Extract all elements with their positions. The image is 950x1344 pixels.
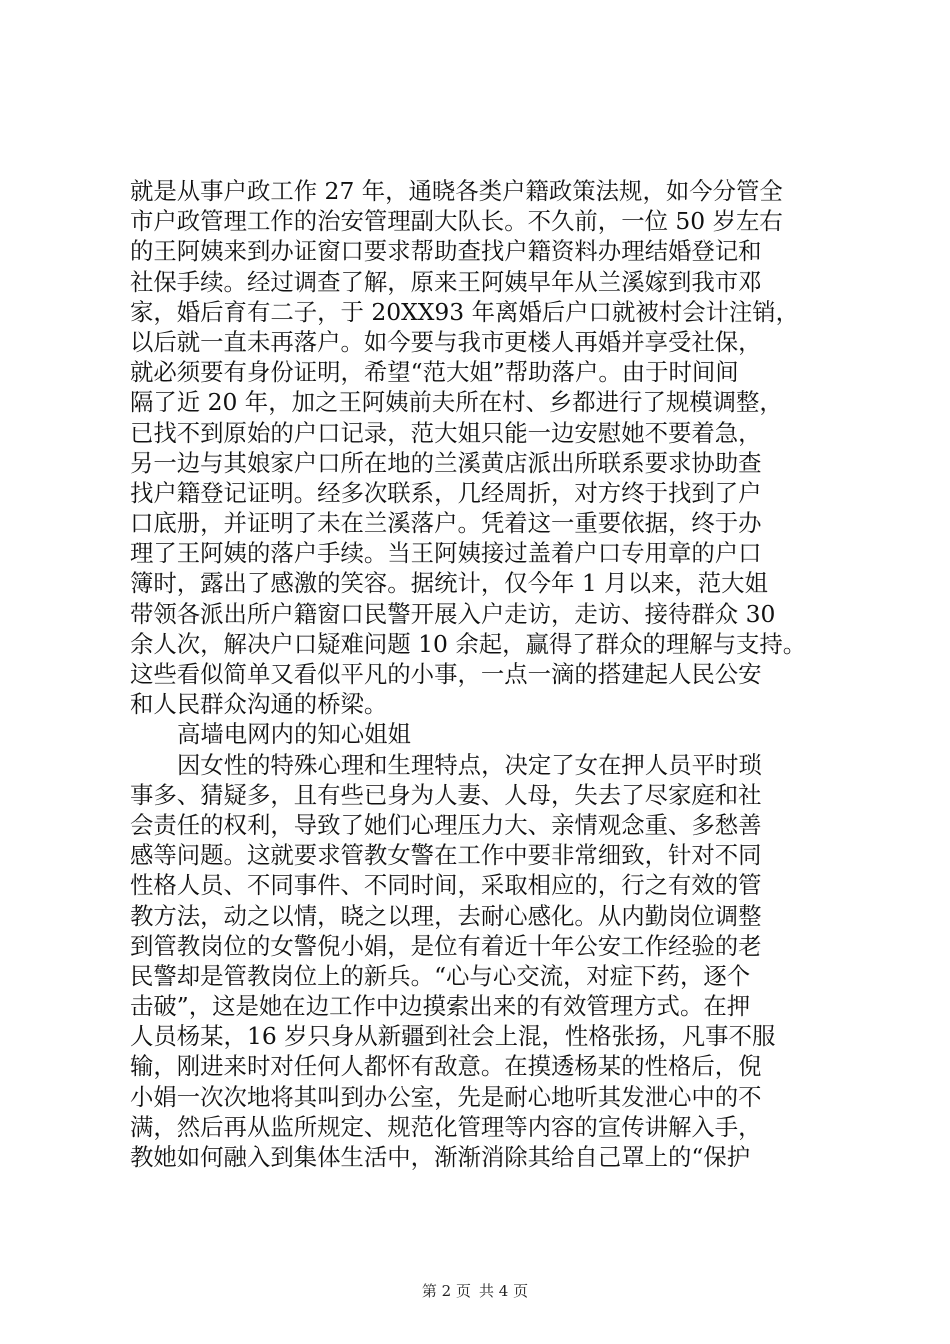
page-number: 第 2 页 (421, 1282, 471, 1300)
text-line: 性格人员、不同事件、不同时间，采取相应的，行之有效的管 (130, 871, 762, 900)
text-line: 这些看似简单又看似平凡的小事，一点一滴的搭建起人民公安 (130, 660, 762, 688)
text-line: 教方法，动之以情，晓之以理，去耐心感化。从内勤岗位调整 (130, 901, 762, 930)
text-line: 教她如何融入到集体生活中，渐渐消除其给自己罩上的“保护 (130, 1143, 751, 1171)
body-text (130, 176, 850, 1172)
text-line: 和人民群众沟通的桥梁。 (130, 690, 388, 719)
text-line: 击破”，这是她在边工作中边摸索出来的有效管理方式。在押 (130, 992, 751, 1021)
text-line: 会责任的权利，导致了她们心理压力大、亲情观念重、多愁善 (130, 810, 762, 839)
text-line: 就必须要有身份证明，希望“范大姐”帮助落户。由于时间间 (130, 358, 739, 387)
text-line: 因女性的特殊心理和生理特点，决定了女在押人员平时琐 (177, 750, 762, 779)
text-line: 余人次，解决户口疑难问题 10 余起，赢得了群众的理解与支持。 (130, 629, 807, 658)
section-heading: 高墙电网内的知心姐姐 (177, 720, 411, 749)
text-line: 人员杨某，16 岁只身从新疆到社会上混，性格张扬，凡事不服 (130, 1022, 776, 1051)
text-line: 找户籍登记证明。经多次联系，几经周折，对方终于找到了户 (130, 478, 762, 507)
text-line: 小娟一次次地将其叫到办公室，先是耐心地听其发泄心中的不 (130, 1082, 762, 1111)
text-line: 家，婚后育有二子，于 20XX93 年离婚后户口就被村会计注销， (130, 297, 800, 326)
text-line: 输，刚进来时对任何人都怀有敌意。在摸透杨某的性格后，倪 (130, 1052, 762, 1081)
text-line: 到管教岗位的女警倪小娟，是位有着近十年公安工作经验的老 (130, 931, 762, 960)
page-footer (0, 1281, 950, 1301)
text-line: 另一边与其娘家户口所在地的兰溪黄店派出所联系要求协助查 (130, 448, 762, 477)
text-line: 理了王阿姨的落户手续。当王阿姨接过盖着户口专用章的户口 (130, 539, 762, 568)
text-line: 隔了近 20 年，加之王阿姨前夫所在村、乡都进行了规模调整， (130, 388, 783, 417)
text-line: 的王阿姨来到办证窗口要求帮助查找户籍资料办理结婚登记和 (130, 237, 762, 266)
text-line: 就是从事户政工作 27 年，通晓各类户籍政策法规，如今分管全 (130, 177, 783, 205)
page-total: 共 4 页 (479, 1282, 529, 1300)
text-line: 满，然后再从监所规定、规范化管理等内容的宣传讲解入手， (130, 1112, 762, 1141)
text-line: 带领各派出所户籍窗口民警开展入户走访，走访、接待群众 30 (130, 599, 776, 628)
text-line: 簿时，露出了感激的笑容。据统计，仅今年 1 月以来，范大姐 (130, 569, 768, 598)
text-line: 以后就一直未再落户。如今要与我市更楼人再婚并享受社保， (130, 327, 762, 356)
text-line: 社保手续。经过调查了解，原来王阿姨早年从兰溪嫁到我市邓 (130, 267, 762, 296)
text-line: 感等问题。这就要求管教女警在工作中要非常细致，针对不同 (130, 841, 762, 870)
text-line: 市户政管理工作的治安管理副大队长。不久前，一位 50 岁左右 (130, 207, 783, 236)
text-line: 已找不到原始的户口记录，范大姐只能一边安慰她不要着急， (130, 418, 762, 447)
text-line: 事多、猜疑多，且有些已身为人妻、人母，失去了尽家庭和社 (130, 780, 762, 809)
text-line: 民警却是管教岗位上的新兵。“心与心交流，对症下药，逐个 (130, 961, 751, 990)
text-line: 口底册，并证明了未在兰溪落户。凭着这一重要依据，终于办 (130, 509, 762, 538)
